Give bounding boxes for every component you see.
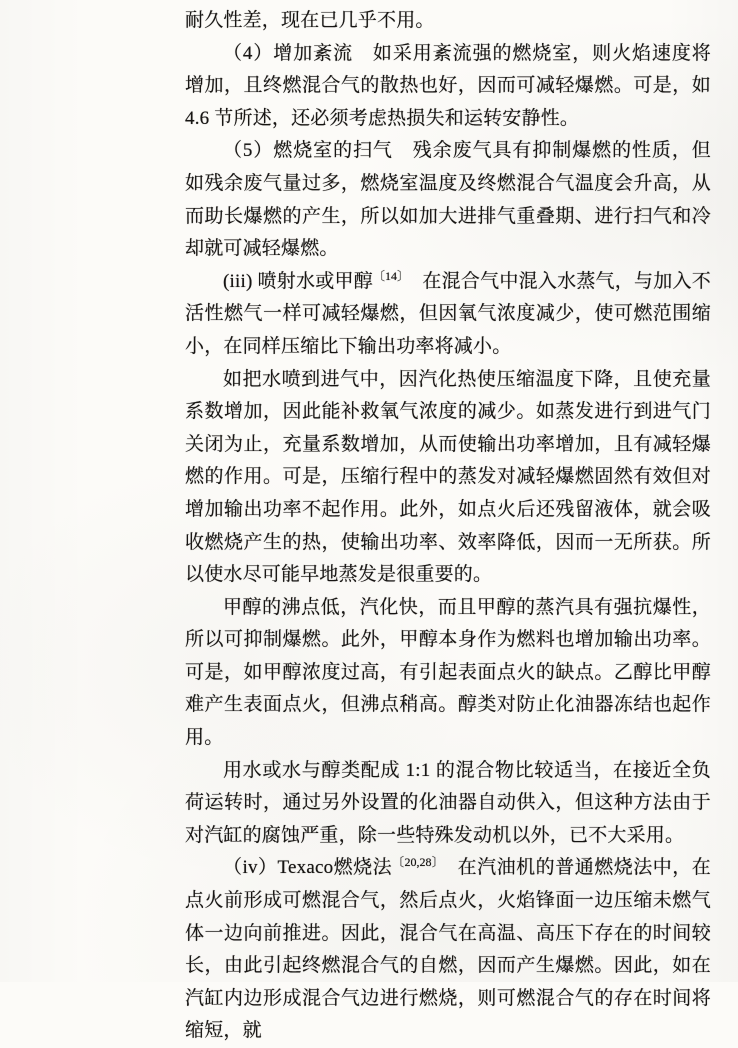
section-iv-body: 在汽油机的普通燃烧法中，在点火前形成可燃混合气，然后点火，火焰锋面一边压缩未燃气体一边向前推进。因此，混合气在高温、高压下存在的时间较长，由此引起终燃混合气的自燃，因而产生爆燃。因此，如在汽缸内边形成混合气边进行燃烧，则可燃混合气的存在时间将缩短，就 bbox=[185, 857, 711, 1042]
citation-ref-20-28: 〔20,28〕 bbox=[392, 855, 439, 870]
citation-ref-14: 〔14〕 bbox=[372, 268, 404, 283]
paragraph-item-5-scavenging: （5）燃烧室的扫气 残余废气具有抑制爆燃的性质，但如残余废气量过多，燃烧室温度及终燃混合气温度会升高，从而助长爆燃的产生，所以如加大进排气重叠期、进行扫气和冷却就可减轻爆燃。 bbox=[185, 140, 711, 260]
paragraph-continuation: 耐久性差，现在已几乎不用。 bbox=[185, 10, 435, 31]
paragraph-section-iii-water-methanol bbox=[185, 266, 711, 364]
paragraph-water-alcohol-mixture: 用水或水与醇类配成 1:1 的混合物比较适当，在接近全负荷运转时，通过另外设置的化油器自动供入，但这种方法由于对汽缸的腐蚀严重，除一些特殊发动机以外，已不大采用。 bbox=[185, 759, 711, 846]
paragraph-methanol-properties: 甲醇的沸点低，汽化快，而且甲醇的蒸汽具有强抗爆性，所以可抑制爆燃。此外，甲醇本身作为燃料也增加输出功率。可是，如甲醇浓度过高，有引起表面点火的缺点。乙醇比甲醇难产生表面点火，但沸点稍高。醇类对防止化油器冻结也起作用。 bbox=[185, 596, 711, 749]
paragraph-item-4-turbulence: （4）增加紊流 如采用紊流强的燃烧室，则火焰速度将增加，且终燃混合气的散热也好，因而可减轻爆燃。可是，如 4.6 节所述，还必须考虑热损失和运转安静性。 bbox=[185, 42, 711, 129]
paragraph-section-iv-texaco-combustion bbox=[185, 852, 711, 1048]
section-iii-heading: (iii) 喷射水或甲醇 bbox=[223, 270, 373, 292]
section-iv-heading: （iv）Texaco燃烧法 bbox=[223, 857, 393, 879]
section-iii-body: 在混合气中混入水蒸气，与加入不活性燃气一样可减轻爆燃，但因氧气浓度减少，使可燃范围缩小，在同样压缩比下输出功率将减小。 bbox=[185, 270, 711, 357]
text-column bbox=[185, 5, 711, 1048]
paragraph-water-injection-effects: 如把水喷到进气中，因汽化热使压缩温度下降，且使充量系数增加，因此能补救氧气浓度的减少。如蒸发进行到进气门关闭为止，充量系数增加，从而使输出功率增加，且有减轻爆燃的作用。可是，压缩行程中的蒸发对减轻爆燃固然有效但对增加输出功率不起作用。此外，如点火后还残留液体，就会吸收燃烧产生的热，使输出功率、效率降低，因而一无所获。所以使水尽可能早地蒸发是很重要的。 bbox=[185, 368, 711, 586]
